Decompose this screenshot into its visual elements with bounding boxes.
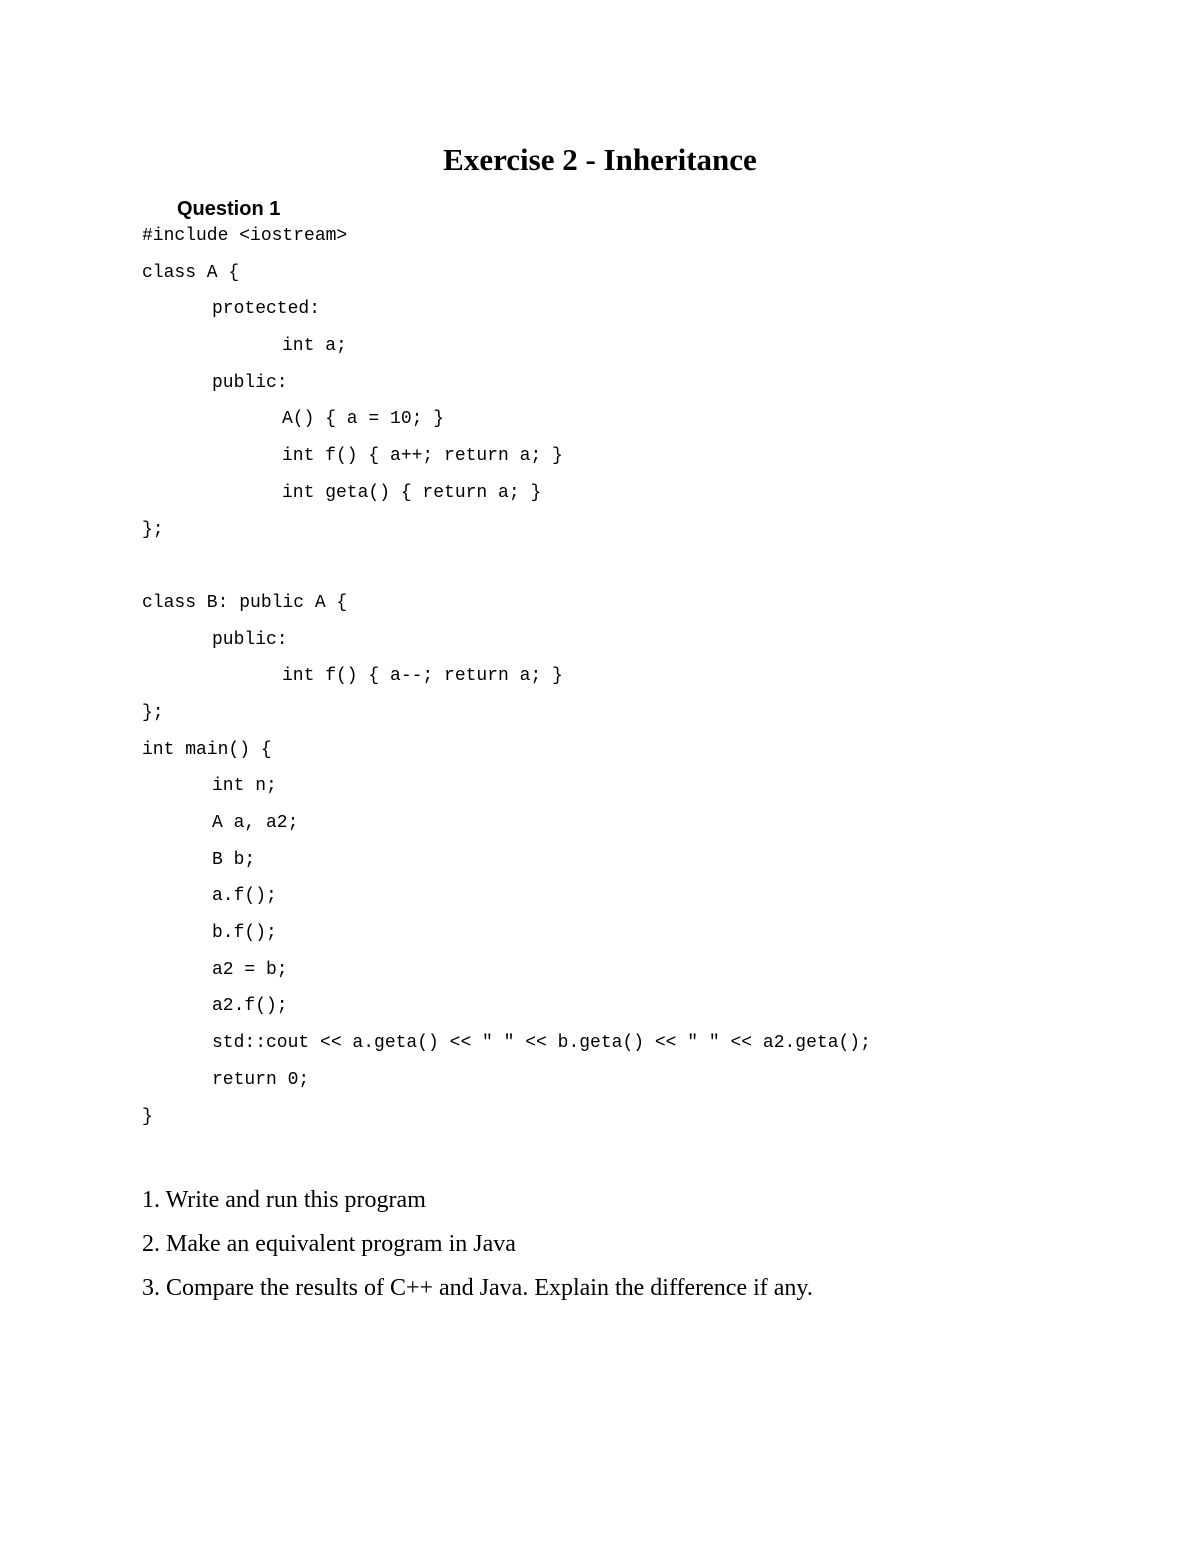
code-line: }; (142, 519, 164, 540)
task-item: 3. Compare the results of C++ and Java. Explain the difference if any. (142, 1275, 813, 1301)
code-line: a2 = b; (212, 959, 288, 980)
code-line: #include <iostream> (142, 226, 348, 246)
code-line: public: (212, 629, 288, 650)
task-item: 2. Make an equivalent program in Java (142, 1231, 516, 1257)
code-line: int f() { a++; return a; } (282, 446, 563, 467)
code-line (142, 553, 871, 590)
code-line: public: (212, 372, 288, 393)
code-line: protected: (212, 299, 321, 320)
code-line: A a, a2; (212, 813, 299, 833)
question-heading: Question 1 (177, 198, 281, 220)
code-listing (142, 223, 871, 1140)
task-item: 1. Write and run this program (142, 1187, 426, 1213)
code-line: class A { (142, 262, 240, 283)
code-line: int geta() { return a; } (282, 482, 542, 503)
code-line: A() { a = 10; } (282, 409, 445, 430)
exercise-title: Exercise 2 - Inheritance (443, 142, 757, 177)
code-line: }; (142, 702, 164, 723)
code-line: a2.f(); (212, 996, 288, 1017)
code-line: class B: public A { (142, 592, 348, 613)
code-line: int a; (282, 336, 347, 357)
code-line: B b; (212, 849, 256, 870)
code-line: a.f(); (212, 886, 277, 907)
code-line: b.f(); (212, 923, 277, 944)
code-line: int n; (212, 776, 277, 797)
task-list (142, 1183, 813, 1315)
code-line: return 0; (212, 1069, 310, 1090)
code-line: int main() { (142, 739, 272, 760)
code-line: int f() { a--; return a; } (282, 666, 563, 687)
code-line: std::cout << a.geta() << " " << b.geta() << " " << a2.geta(); (212, 1033, 871, 1054)
code-line: } (142, 1106, 153, 1127)
